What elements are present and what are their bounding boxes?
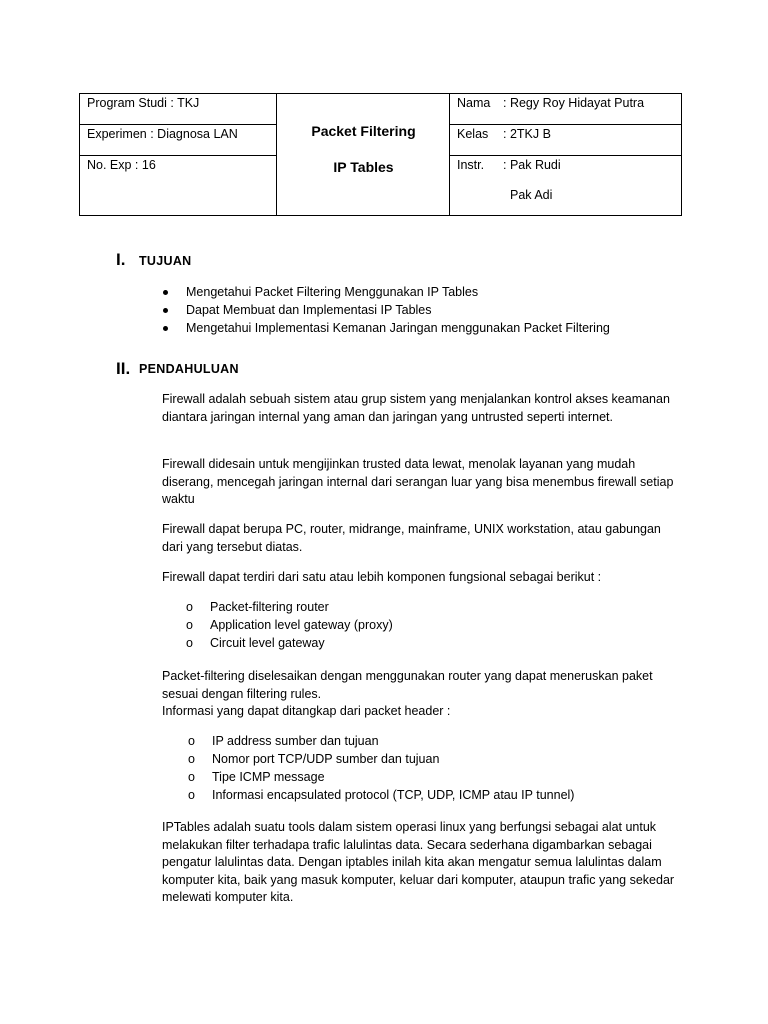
tujuan-list bbox=[160, 283, 610, 337]
instr-label: Instr. bbox=[457, 158, 485, 172]
kelas-value: : 2TKJ B bbox=[503, 127, 551, 141]
paragraph: Firewall adalah sebuah sistem atau grup sistem yang menjalankan kontrol akses keamanan diantara jaringan internal yang aman dan jaringan yang untrusted seperti internet. bbox=[162, 392, 670, 424]
section-title-tujuan: TUJUAN bbox=[139, 254, 192, 268]
table-divider bbox=[449, 124, 681, 125]
document-title-line1: Packet Filtering bbox=[311, 123, 416, 139]
section-number: I. bbox=[116, 250, 126, 269]
section-title-pendahuluan: PENDAHULUAN bbox=[139, 362, 239, 376]
paragraph: Firewall dapat terdiri dari satu atau lebih komponen fungsional sebagai berikut : bbox=[162, 570, 602, 584]
paragraph: Firewall didesain untuk mengijinkan trusted data lewat, menolak layanan yang mudah diserang, mencegah jaringan internal dari serangan luar yang bisa menembus firewall setiap waktu bbox=[162, 457, 674, 506]
list-item: o IP address sumber dan tujuan bbox=[188, 732, 574, 750]
instr-value-2: Pak Adi bbox=[510, 188, 553, 202]
components-list bbox=[186, 598, 393, 652]
nama-value: : Regy Roy Hidayat Putra bbox=[503, 96, 645, 110]
nama-label: Nama bbox=[457, 96, 491, 110]
paragraph: IPTables adalah suatu tools dalam sistem operasi linux yang berfungsi sebagai alat untuk melakukan filter terhadapa trafic lalulintas data. Secara sederhana digambarkan sebagai pengatur lalulintas data. Dengan iptables inilah kita akan mengatur semua lalulintas dalam komputer kita, baik yang masuk komputer, keluar dari komputer, ataupun trafic yang sekedar melewati komputer kita. bbox=[162, 820, 675, 904]
header-table bbox=[79, 93, 682, 216]
paragraph: Informasi yang dapat ditangkap dari packet header : bbox=[162, 704, 451, 718]
no-exp: No. Exp : 16 bbox=[87, 158, 156, 172]
experimen: Experimen : Diagnosa LAN bbox=[87, 127, 238, 141]
document-title-line2: IP Tables bbox=[333, 159, 394, 175]
list-item: o Circuit level gateway bbox=[186, 634, 393, 652]
list-item: o Nomor port TCP/UDP sumber dan tujuan bbox=[188, 750, 574, 768]
list-item: o Packet-filtering router bbox=[186, 598, 393, 616]
paragraph: Packet-filtering diselesaikan dengan menggunakan router yang dapat meneruskan paket sesuai dengan filtering rules. bbox=[162, 669, 653, 701]
list-item: Dapat Membuat dan Implementasi IP Tables bbox=[160, 301, 610, 319]
list-item: Mengetahui Packet Filtering Menggunakan IP Tables bbox=[160, 283, 610, 301]
list-item: o Informasi encapsulated protocol (TCP, UDP, ICMP atau IP tunnel) bbox=[188, 786, 574, 804]
list-item: o Tipe ICMP message bbox=[188, 768, 574, 786]
instr-value: : Pak Rudi bbox=[503, 158, 561, 172]
list-item: Mengetahui Implementasi Kemanan Jaringan menggunakan Packet Filtering bbox=[160, 319, 610, 337]
table-divider bbox=[449, 155, 681, 156]
section-number: II. bbox=[116, 359, 131, 378]
program-studi: Program Studi : TKJ bbox=[87, 96, 200, 110]
header-info-list bbox=[188, 732, 574, 804]
list-item: o Application level gateway (proxy) bbox=[186, 616, 393, 634]
table-divider bbox=[80, 155, 276, 156]
table-divider bbox=[80, 124, 276, 125]
kelas-label: Kelas bbox=[457, 127, 489, 141]
paragraph: Firewall dapat berupa PC, router, midrange, mainframe, UNIX workstation, atau gabungan dari yang tersebut diatas. bbox=[162, 522, 661, 554]
table-divider bbox=[276, 94, 277, 215]
